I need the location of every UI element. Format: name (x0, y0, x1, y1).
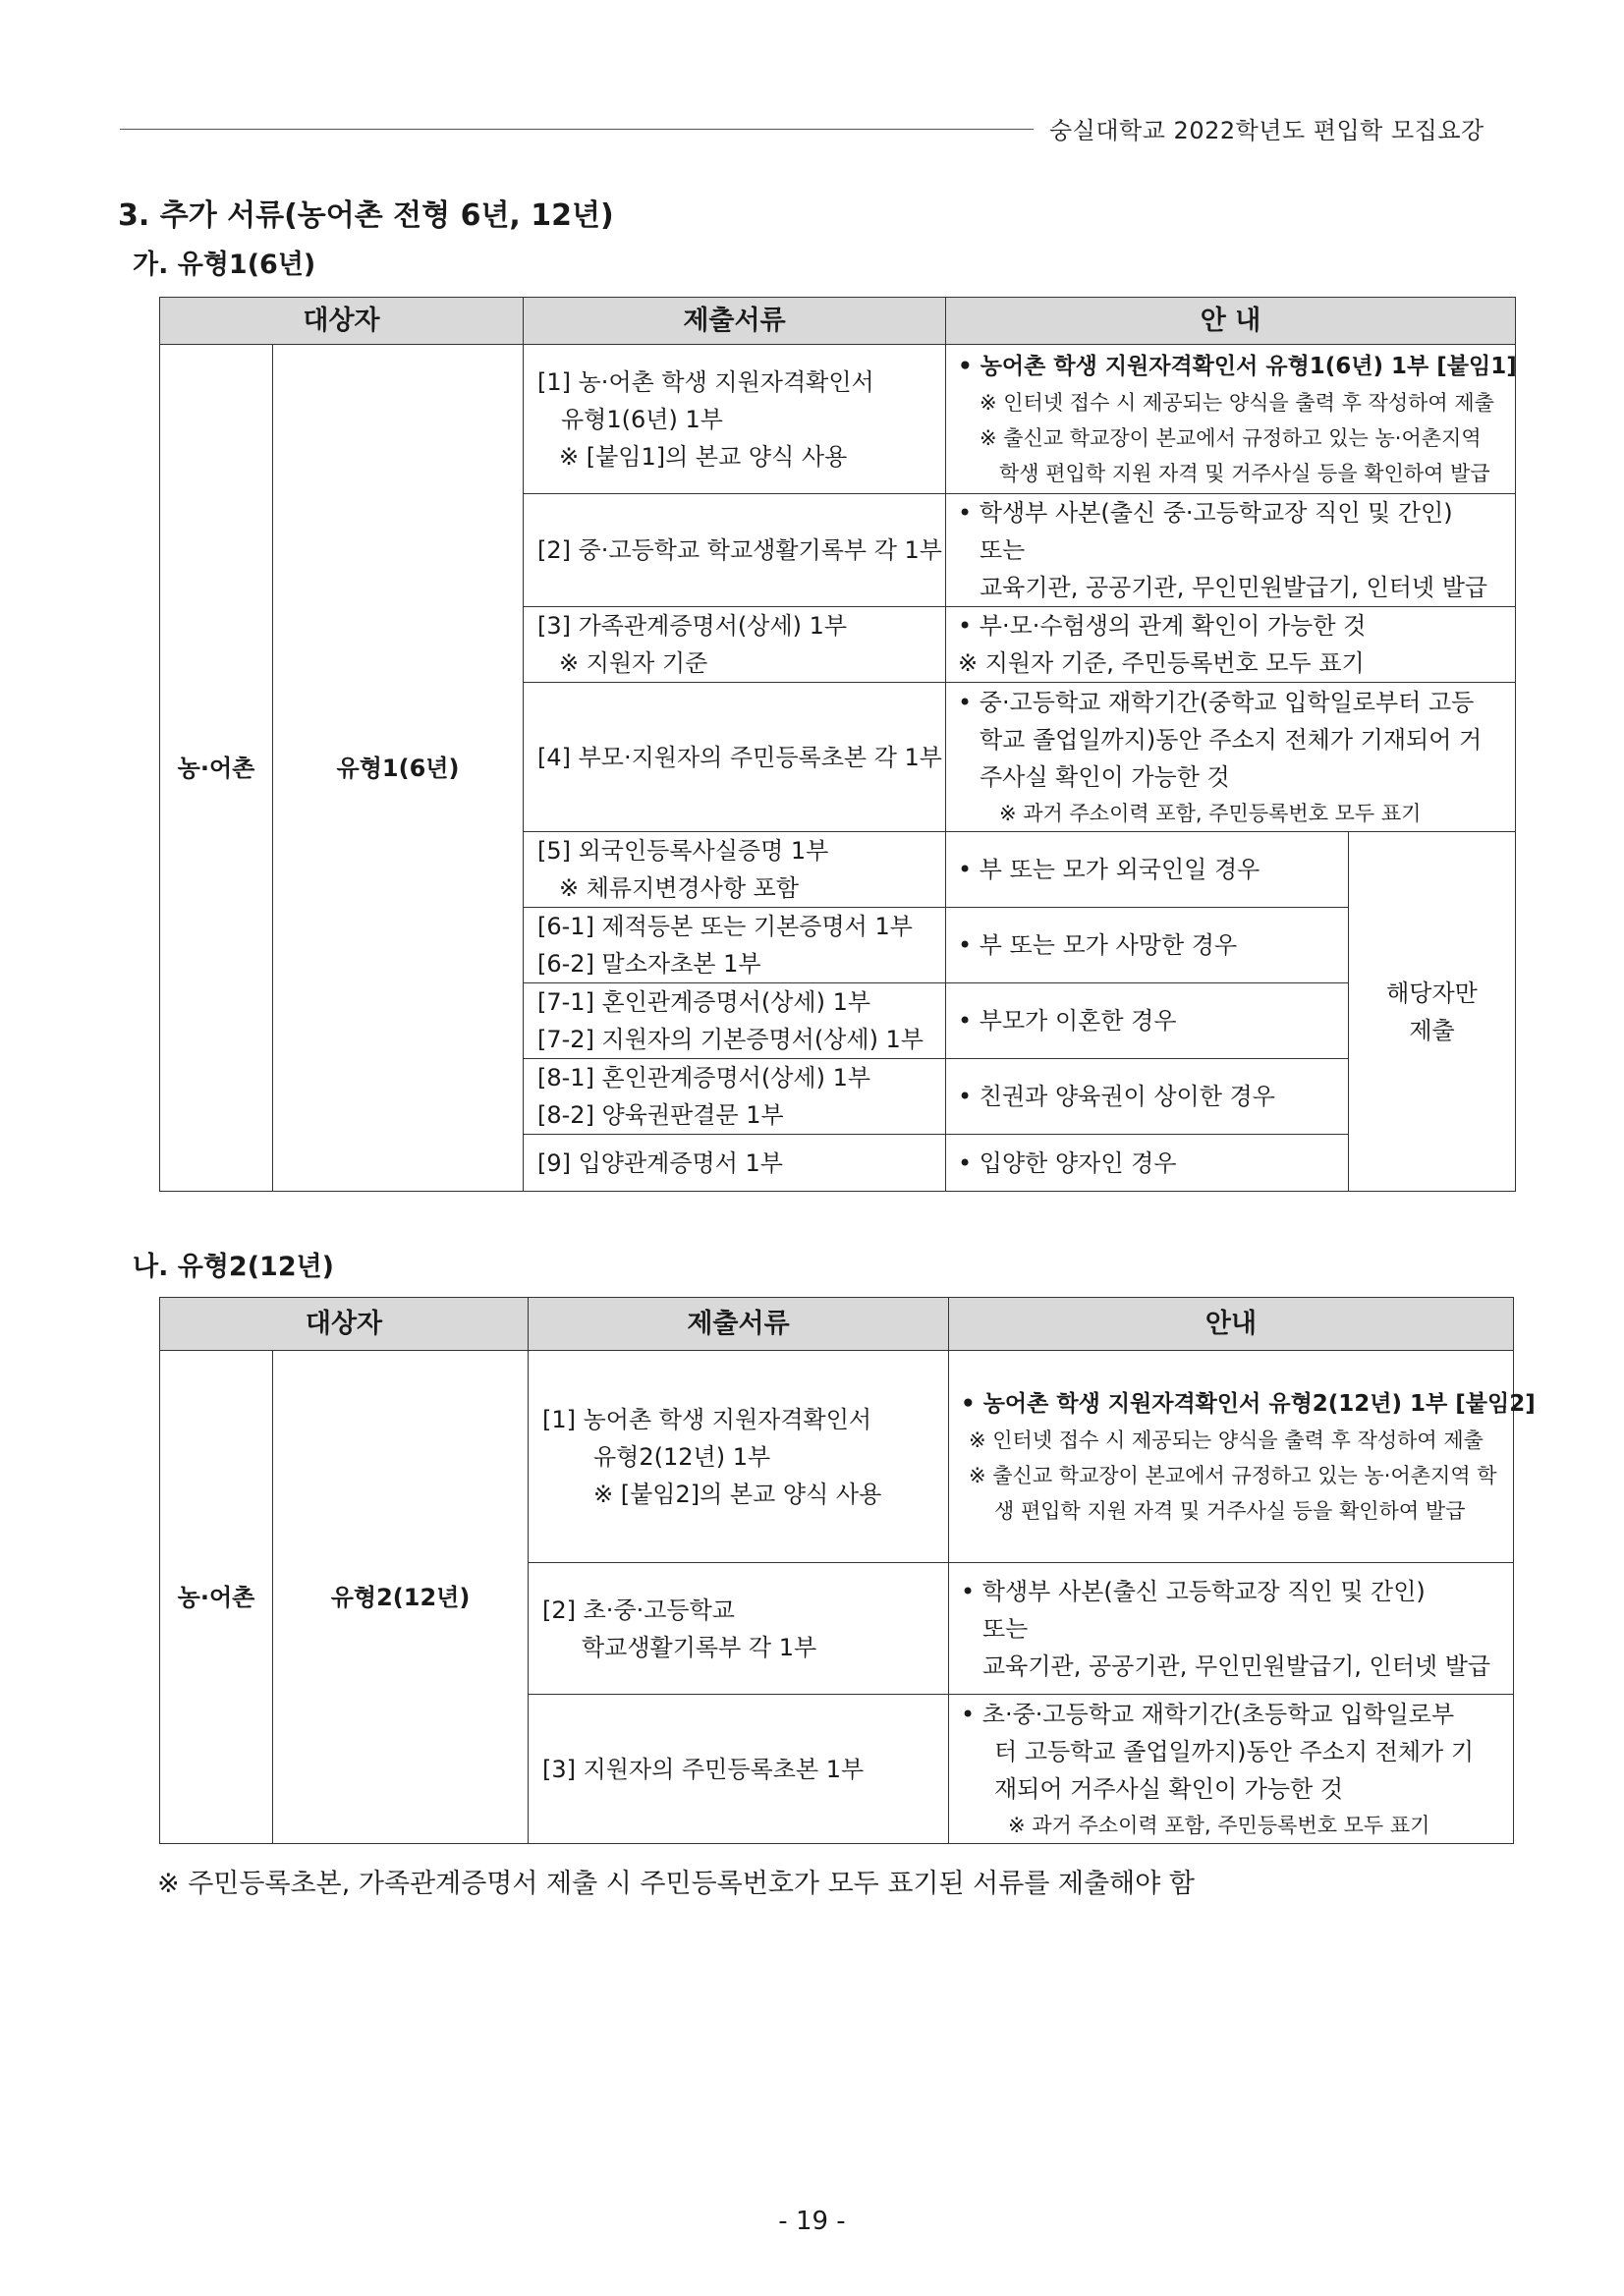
page-number: - 19 - (778, 2207, 846, 2236)
table1 (159, 297, 1516, 1192)
document-cell: [2] 초·중·고등학교 학교생활기록부 각 1부 (529, 1563, 949, 1695)
table1-header-info: 안 내 (946, 298, 1516, 345)
only-applicable-cell: 해당자만 제출 (1349, 832, 1516, 1192)
table2-header-documents: 제출서류 (529, 1298, 949, 1351)
table-row (160, 345, 1516, 494)
document-cell: [8-1] 혼인관계증명서(상세) 1부 [8-2] 양육권판결문 1부 (524, 1059, 946, 1135)
table2-target-type: 유형2(12년) (273, 1351, 529, 1844)
table-row (160, 1351, 1514, 1563)
section-title: 3. 추가 서류(농어촌 전형 6년, 12년) (118, 198, 614, 233)
document-cell: [4] 부모·지원자의 주민등록초본 각 1부 (524, 683, 946, 832)
document-cell: [3] 지원자의 주민등록초본 1부 (529, 1695, 949, 1844)
header-rule (120, 129, 1034, 130)
info-cell: • 친권과 양육권이 상이한 경우 (946, 1059, 1349, 1135)
document-cell: [5] 외국인등록사실증명 1부 ※ 체류지변경사항 포함 (524, 832, 946, 908)
footer-note: ※ 주민등록초본, 가족관계증명서 제출 시 주민등록번호가 모두 표기된 서류를 제출해야 함 (157, 1869, 1195, 1899)
document-cell: [2] 중·고등학교 학교생활기록부 각 1부 (524, 494, 946, 607)
table2-header-info: 안내 (949, 1298, 1514, 1351)
document-cell: [7-1] 혼인관계증명서(상세) 1부 [7-2] 지원자의 기본증명서(상세) 1부 (524, 983, 946, 1059)
document-cell: [6-1] 제적등본 또는 기본증명서 1부 [6-2] 말소자초본 1부 (524, 908, 946, 983)
table1-subtitle: 가. 유형1(6년) (133, 250, 316, 280)
table1-target-group: 농·어촌 (160, 345, 273, 1192)
table1-header-target: 대상자 (160, 298, 524, 345)
document-cell: [1] 농·어촌 학생 지원자격확인서 유형1(6년) 1부 ※ [붙임1]의 본교 양식 사용 (524, 345, 946, 494)
info-cell: • 초·중·고등학교 재학기간(초등학교 입학일로부 터 고등학교 졸업일까지)동안 주소지 전체가 기 재되어 거주사실 확인이 가능한 것 ※ 과거 주소이력 포함, 주민등록번호 모두 표기 (949, 1695, 1514, 1844)
info-cell: • 농어촌 학생 지원자격확인서 유형1(6년) 1부 [붙임1] ※ 인터넷 접수 시 제공되는 양식을 출력 후 작성하여 제출 ※ 출신교 학교장이 본교에서 규정하고 있는 농·어촌지역 학생 편입학 지원 자격 및 거주사실 등을 확인하여 발급 (946, 345, 1516, 494)
table1-header-documents: 제출서류 (524, 298, 946, 345)
info-cell: • 부모가 이혼한 경우 (946, 983, 1349, 1059)
info-cell: • 부 또는 모가 사망한 경우 (946, 908, 1349, 983)
info-cell: • 학생부 사본(출신 중·고등학교장 직인 및 간인) 또는 교육기관, 공공기관, 무인민원발급기, 인터넷 발급 (946, 494, 1516, 607)
table1-target-type: 유형1(6년) (273, 345, 524, 1192)
info-cell: • 중·고등학교 재학기간(중학교 입학일로부터 고등 학교 졸업일까지)동안 주소지 전체가 기재되어 거 주사실 확인이 가능한 것 ※ 과거 주소이력 포함, 주민등록번호 모두 표기 (946, 683, 1516, 832)
table2-header-target: 대상자 (160, 1298, 529, 1351)
table2-target-group: 농·어촌 (160, 1351, 273, 1844)
info-cell: • 학생부 사본(출신 고등학교장 직인 및 간인) 또는 교육기관, 공공기관, 무인민원발급기, 인터넷 발급 (949, 1563, 1514, 1695)
info-cell: • 입양한 양자인 경우 (946, 1135, 1349, 1192)
table2 (159, 1297, 1536, 1844)
document-header: 숭실대학교 2022학년도 편입학 모집요강 (1049, 117, 1484, 144)
document-cell: [3] 가족관계증명서(상세) 1부 ※ 지원자 기준 (524, 607, 946, 683)
info-cell: • 부·모·수험생의 관계 확인이 가능한 것 ※ 지원자 기준, 주민등록번호 모두 표기 (946, 607, 1516, 683)
document-cell: [9] 입양관계증명서 1부 (524, 1135, 946, 1192)
table2-subtitle: 나. 유형2(12년) (133, 1252, 335, 1282)
info-cell: • 농어촌 학생 지원자격확인서 유형2(12년) 1부 [붙임2] ※ 인터넷 접수 시 제공되는 양식을 출력 후 작성하여 제출 ※ 출신교 학교장이 본교에서 규정하고 있는 농·어촌지역 학 생 편입학 지원 자격 및 거주사실 등을 확인하여 발급 (949, 1351, 1514, 1563)
info-cell: • 부 또는 모가 외국인일 경우 (946, 832, 1349, 908)
document-cell: [1] 농어촌 학생 지원자격확인서 유형2(12년) 1부 ※ [붙임2]의 본교 양식 사용 (529, 1351, 949, 1563)
